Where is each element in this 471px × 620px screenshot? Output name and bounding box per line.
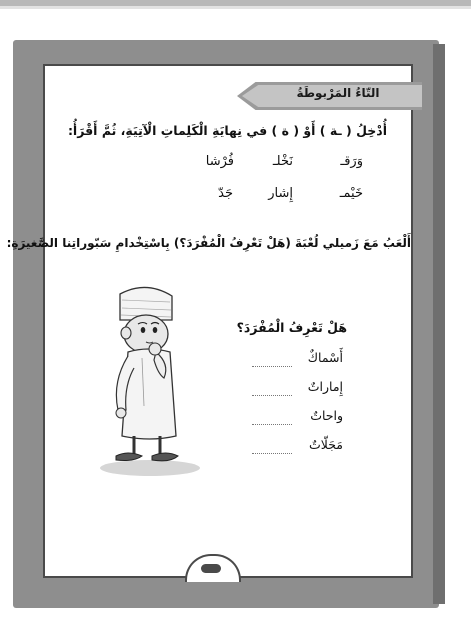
answer-line-2 xyxy=(252,395,292,396)
plural-word-3: واحاتٌ xyxy=(310,408,343,423)
word-row2-2: إِشار xyxy=(268,186,293,201)
word-row1-2: نَخْلـ xyxy=(272,154,293,169)
word-row2-1: خَيْمـ xyxy=(339,186,363,201)
answer-line-4 xyxy=(252,453,292,454)
word-row1-1: وَرَقـ xyxy=(340,154,363,169)
plural-word-1: أَسْماكٌ xyxy=(307,350,343,365)
boy-thinking-illustration xyxy=(98,286,208,476)
answer-line-1 xyxy=(252,366,292,367)
plural-word-4: مَجَلّاتٌ xyxy=(309,437,343,452)
singular-question: هَلْ تَعْرِفُ الْمُفْرَدَ؟ xyxy=(236,320,347,335)
word-row2-3: جَدّ xyxy=(218,186,233,201)
word-row1-3: فُرْشا xyxy=(205,154,234,169)
exercise1-instruction: أُدْخِلُ ( ـة ) أَوْ ( ة ) في نِهايَةِ الْكَلِماتِ الْآتِيَةِ، ثُمَّ أَقْرَأُ: xyxy=(67,123,387,138)
exercise2-instruction: أَلْعَبُ مَعَ زَميلي لُعْبَةَ (هَلْ تَعْرِفُ الْمُفْرَدَ؟) بِاسْتِخْدامِ سَبّوراتِنا الصَّغيرَةِ: xyxy=(6,236,411,250)
page-number-mark xyxy=(201,564,221,573)
scan-top-shadow xyxy=(0,6,471,9)
plural-word-2: إِماراتٌ xyxy=(307,379,343,394)
frame-right-shadow xyxy=(433,44,445,604)
lesson-title: التّاءُ المَرْبوطَةُ xyxy=(296,86,380,100)
answer-line-3 xyxy=(252,424,292,425)
